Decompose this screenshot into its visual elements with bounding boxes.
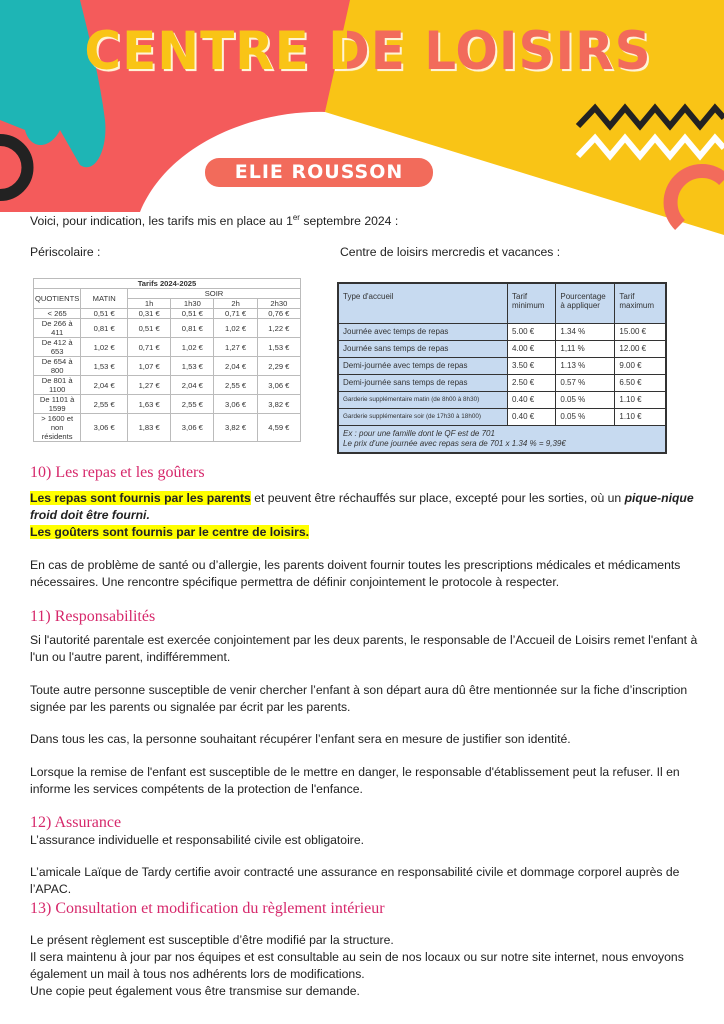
subtitle-pill: ELIE ROUSSON xyxy=(205,158,433,187)
section-11-p1: Si l'autorité parentale est exercée conjointement par les deux parents, le responsable de l’Accueil de Loisirs remet l'enfant à l'un ou l'autre parent, indifféremment. xyxy=(30,633,698,664)
price-cell: 0,81 € xyxy=(171,319,214,338)
quotient-cell: < 265 xyxy=(34,309,81,319)
section-13-line-3: Une copie peut également vous être transmise sur demande. xyxy=(30,984,360,998)
price-cell: 3,82 € xyxy=(257,395,300,414)
pct-cell: 1.13 % xyxy=(556,357,615,374)
price-cell: 2,55 € xyxy=(81,395,128,414)
col-1h: 1h xyxy=(128,299,171,309)
section-10-p2: En cas de problème de santé ou d’allergie, les parents doivent fournir toutes les prescriptions médicales et médicaments nécessaires. Une rencontre spécifique permettra de définir conjointement le protocole à respecter. xyxy=(30,558,681,589)
section-10-heading: 10) Les repas et les goûters xyxy=(30,464,205,481)
table-row xyxy=(338,357,666,374)
col-quotients: QUOTIENTS xyxy=(34,289,81,309)
table-row xyxy=(34,414,301,442)
max-cell: 1.10 € xyxy=(615,391,666,408)
table-row xyxy=(34,319,301,338)
price-cell: 2,29 € xyxy=(257,357,300,376)
price-cell: 2,55 € xyxy=(171,395,214,414)
note-line-2: Le prix d'une journée avec repas sera de 701 x 1.34 % = 9,39€ xyxy=(343,438,566,448)
quotient-cell: De 1101 à 1599 xyxy=(34,395,81,414)
pct-cell: 1,11 % xyxy=(556,340,615,357)
quotient-cell: > 1600 et non résidents xyxy=(34,414,81,442)
quotient-cell: De 654 à 800 xyxy=(34,357,81,376)
min-cell: 0.40 € xyxy=(508,408,556,425)
type-cell: Demi-journée avec temps de repas xyxy=(338,357,508,374)
example-note xyxy=(338,425,666,453)
table-row xyxy=(34,357,301,376)
min-cell: 5.00 € xyxy=(508,323,556,340)
centre-label: Centre de loisirs mercredis et vacances : xyxy=(340,245,561,259)
price-cell: 1,63 € xyxy=(128,395,171,414)
highlight-gouters: Les goûters sont fournis par le centre de loisirs. xyxy=(30,525,310,539)
table-row xyxy=(34,376,301,395)
col-min: Tarif minimum xyxy=(508,283,556,323)
col-pct: Pourcentage à appliquer xyxy=(556,283,615,323)
table-row xyxy=(338,374,666,391)
quotient-cell: De 801 à 1100 xyxy=(34,376,81,395)
col-max: Tarif maximum xyxy=(615,283,666,323)
section-13-heading: 13) Consultation et modification du règlement intérieur xyxy=(30,900,385,917)
section-12-heading: 12) Assurance xyxy=(30,814,122,831)
price-cell: 2,04 € xyxy=(81,376,128,395)
note-line-1: Ex : pour une famille dont le QF est de 701 xyxy=(343,428,495,438)
section-13-line-2: Il sera maintenu à jour par nos équipes et est consultable au sein de nos locaux ou sur notre site internet, nous envoyons également un mail à tous nos adhérents lors de modifications. xyxy=(30,950,684,981)
price-cell: 0,51 € xyxy=(81,309,128,319)
price-cell: 2,04 € xyxy=(171,376,214,395)
price-cell: 0,71 € xyxy=(214,309,257,319)
price-cell: 3,82 € xyxy=(214,414,257,442)
table-row xyxy=(338,340,666,357)
section-11-p2: Toute autre personne susceptible de venir chercher l’enfant à son départ aura dû être mentionnée sur la fiche d’inscription signée par les parents ou signalée par écrit par les parents. xyxy=(30,683,688,714)
price-cell: 0,76 € xyxy=(257,309,300,319)
type-cell: Garderie supplémentaire matin (de 8h00 à 8h30) xyxy=(338,391,508,408)
min-cell: 2.50 € xyxy=(508,374,556,391)
price-cell: 1,02 € xyxy=(81,338,128,357)
price-cell: 2,55 € xyxy=(214,376,257,395)
type-cell: Demi-journée sans temps de repas xyxy=(338,374,508,391)
price-cell: 1,22 € xyxy=(257,319,300,338)
pct-cell: 0.05 % xyxy=(556,391,615,408)
section-11-heading: 11) Responsabilités xyxy=(30,608,156,625)
min-cell: 3.50 € xyxy=(508,357,556,374)
price-cell: 0,31 € xyxy=(128,309,171,319)
section-11-p4: Lorsque la remise de l'enfant est susceptible de le mettre en danger, le responsable d'établissement peut la refuser. Il en informe les services compétents de la protection de l'enfance. xyxy=(30,765,680,796)
price-cell: 0,71 € xyxy=(128,338,171,357)
price-cell: 3,06 € xyxy=(214,395,257,414)
intro-end: septembre 2024 : xyxy=(299,214,399,229)
text: et peuvent être réchauffés sur place, excepté pour les sorties, où un xyxy=(250,491,625,505)
table-row xyxy=(34,309,301,319)
periscolaire-label: Périscolaire : xyxy=(30,245,101,259)
max-cell: 15.00 € xyxy=(615,323,666,340)
price-cell: 1,07 € xyxy=(128,357,171,376)
pct-cell: 0.57 % xyxy=(556,374,615,391)
price-cell: 2,04 € xyxy=(214,357,257,376)
price-cell: 0,51 € xyxy=(171,309,214,319)
type-cell: Journée avec temps de repas xyxy=(338,323,508,340)
price-cell: 3,06 € xyxy=(81,414,128,442)
section-10-p1 xyxy=(30,490,698,541)
section-11-p3: Dans tous les cas, la personne souhaitant récupérer l’enfant sera en mesure de justifier son identité. xyxy=(30,732,571,746)
pct-cell: 1.34 % xyxy=(556,323,615,340)
table-row xyxy=(338,391,666,408)
quotient-cell: De 266 à 411 xyxy=(34,319,81,338)
price-cell: 1,02 € xyxy=(171,338,214,357)
section-13-line-1: Le présent règlement est susceptible d’être modifié par la structure. xyxy=(30,933,394,947)
max-cell: 1.10 € xyxy=(615,408,666,425)
price-cell: 3,06 € xyxy=(171,414,214,442)
table-row xyxy=(338,408,666,425)
col-matin: MATIN xyxy=(81,289,128,309)
table-caption: Tarifs 2024-2025 xyxy=(34,279,301,289)
highlight-repas: Les repas sont fournis par les parents xyxy=(30,491,251,505)
intro-sup: er xyxy=(292,213,300,222)
max-cell: 12.00 € xyxy=(615,340,666,357)
price-cell: 3,06 € xyxy=(257,376,300,395)
price-cell: 4,59 € xyxy=(257,414,300,442)
centre-loisirs-table xyxy=(337,282,667,454)
price-cell: 1,27 € xyxy=(128,376,171,395)
col-soir: SOIR xyxy=(128,289,301,299)
section-13-body xyxy=(30,932,710,1000)
price-cell: 1,27 € xyxy=(214,338,257,357)
table-row xyxy=(338,323,666,340)
bold-italic-text: pique-nique froid doit être fourni. xyxy=(30,491,694,522)
quotient-cell: De 412 à 653 xyxy=(34,338,81,357)
price-cell: 0,51 € xyxy=(128,319,171,338)
periscolaire-table xyxy=(33,278,301,442)
col-2h30: 2h30 xyxy=(257,299,300,309)
col-1h30: 1h30 xyxy=(171,299,214,309)
col-2h: 2h xyxy=(214,299,257,309)
price-cell: 1,53 € xyxy=(171,357,214,376)
table-row xyxy=(34,395,301,414)
col-type: Type d'accueil xyxy=(338,283,508,323)
price-cell: 0,81 € xyxy=(81,319,128,338)
pct-cell: 0.05 % xyxy=(556,408,615,425)
price-cell: 1,02 € xyxy=(214,319,257,338)
price-cell: 1,83 € xyxy=(128,414,171,442)
section-12-p1: L’assurance individuelle et responsabilité civile est obligatoire. xyxy=(30,833,364,847)
max-cell: 9.00 € xyxy=(615,357,666,374)
min-cell: 4.00 € xyxy=(508,340,556,357)
type-cell: Journée sans temps de repas xyxy=(338,340,508,357)
section-12-p2: L’amicale Laïque de Tardy certifie avoir contracté une assurance en responsabilité civile et dommage corporel auprès de l’APAC. xyxy=(30,865,680,896)
table-row xyxy=(34,338,301,357)
min-cell: 0.40 € xyxy=(508,391,556,408)
intro-main: Voici, pour indication, les tarifs mis en place au 1 xyxy=(30,214,293,229)
intro-text xyxy=(30,209,398,230)
price-cell: 1,53 € xyxy=(257,338,300,357)
price-cell: 1,53 € xyxy=(81,357,128,376)
page-title: CENTRE DE LOISIRS xyxy=(18,21,718,82)
type-cell: Garderie supplémentaire soir (de 17h30 à 18h00) xyxy=(338,408,508,425)
max-cell: 6.50 € xyxy=(615,374,666,391)
